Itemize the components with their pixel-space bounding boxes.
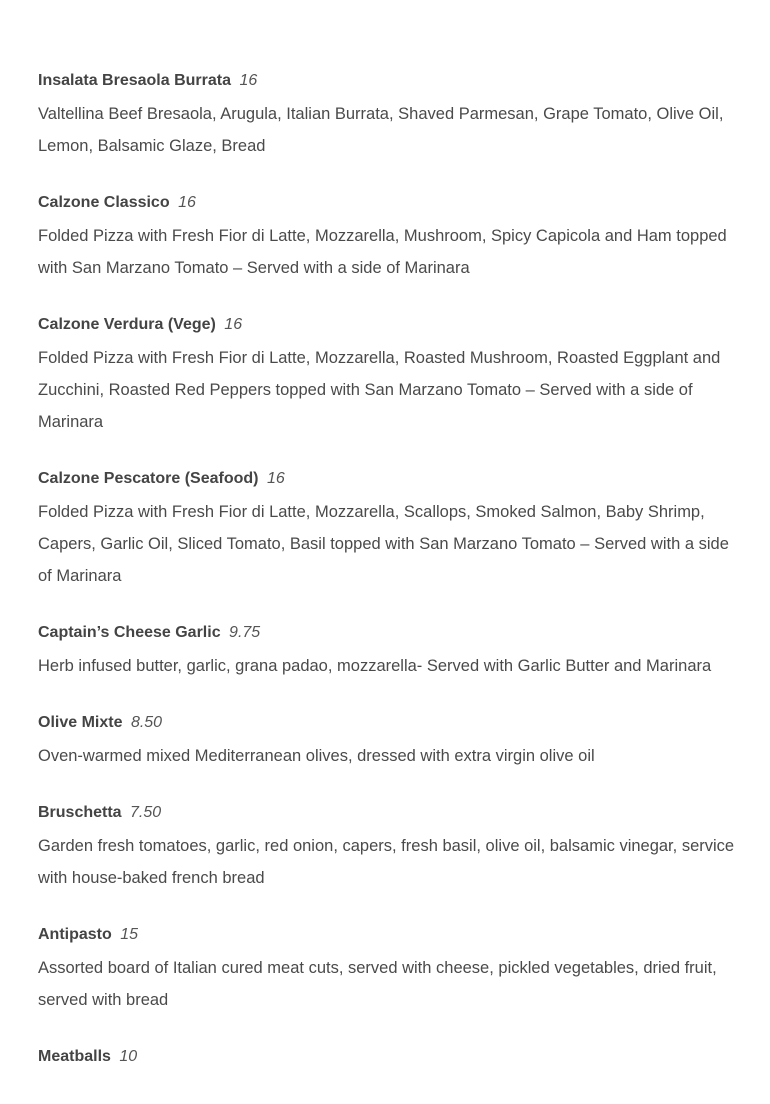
menu-item-heading (38, 190, 738, 216)
menu-item-name: Meatballs (38, 1048, 111, 1065)
menu-item-price: 16 (178, 194, 196, 211)
menu-item (38, 922, 738, 1016)
menu-item-price: 16 (239, 72, 258, 89)
menu-item-name: Insalata Bresaola Burrata (38, 72, 231, 89)
menu-item-name: Bruschetta (38, 804, 122, 821)
menu-item (38, 620, 738, 682)
menu-item-heading (38, 710, 738, 736)
menu-item-description: Folded Pizza with Fresh Fior di Latte, Mozzarella, Mushroom, Spicy Capicola and Ham topped with San Marzano Tomato – Served with a side of Marinara (38, 227, 727, 277)
menu-item-description: Garden fresh tomatoes, garlic, red onion, capers, fresh basil, olive oil, balsamic vinegar, service with house-baked french bread (38, 837, 735, 887)
menu-item-description: Folded Pizza with Fresh Fior di Latte, Mozzarella, Scallops, Smoked Salmon, Baby Shrimp, Capers, Garlic Oil, Sliced Tomato, Basil topped with San Marzano Tomato – Served with a side of Marinara (38, 503, 729, 585)
menu-item (38, 466, 738, 592)
menu-item-name: Calzone Verdura (Vege) (38, 316, 216, 333)
menu-item-description: Herb infused butter, garlic, grana padao, mozzarella- Served with Garlic Butter and Marinara (38, 657, 712, 675)
menu-item-price: 15 (120, 926, 139, 943)
menu-item-heading (38, 1044, 738, 1070)
menu-item-heading (38, 466, 738, 492)
menu-item-name: Calzone Classico (38, 194, 170, 211)
menu-item (38, 312, 738, 438)
menu-item-price: 16 (224, 316, 243, 333)
menu-item-description: Assorted board of Italian cured meat cuts, served with cheese, pickled vegetables, dried fruit, served with bread (38, 959, 717, 1009)
menu-item-name: Calzone Pescatore (Seafood) (38, 470, 259, 487)
menu-item-price: 7.50 (130, 804, 162, 821)
menu-list (38, 68, 738, 1098)
menu-item (38, 710, 738, 772)
menu-item (38, 68, 738, 162)
menu-item-heading (38, 620, 738, 646)
menu-item-name: Antipasto (38, 926, 112, 943)
menu-item-heading (38, 922, 738, 948)
menu-item (38, 1044, 738, 1070)
menu-item-price: 9.75 (229, 624, 261, 641)
menu-item-name: Olive Mixte (38, 714, 123, 731)
menu-item-description: Oven-warmed mixed Mediterranean olives, dressed with extra virgin olive oil (38, 747, 595, 765)
menu-item-price: 16 (266, 470, 285, 487)
menu-item-description: Folded Pizza with Fresh Fior di Latte, Mozzarella, Roasted Mushroom, Roasted Eggplant and Zucchini, Roasted Red Peppers topped with San Marzano Tomato – Served with a side of Marinara (38, 349, 721, 431)
menu-item-name: Captain’s Cheese Garlic (38, 624, 221, 641)
menu-item-price: 8.50 (130, 714, 163, 731)
menu-item (38, 800, 738, 894)
menu-item-heading (38, 68, 738, 94)
menu-item-price: 10 (119, 1048, 138, 1065)
menu-item (38, 190, 738, 284)
menu-item-description: Valtellina Beef Bresaola, Arugula, Italian Burrata, Shaved Parmesan, Grape Tomato, Olive Oil, Lemon, Balsamic Glaze, Bread (38, 105, 724, 155)
menu-item-heading (38, 800, 738, 826)
menu-item-heading (38, 312, 738, 338)
